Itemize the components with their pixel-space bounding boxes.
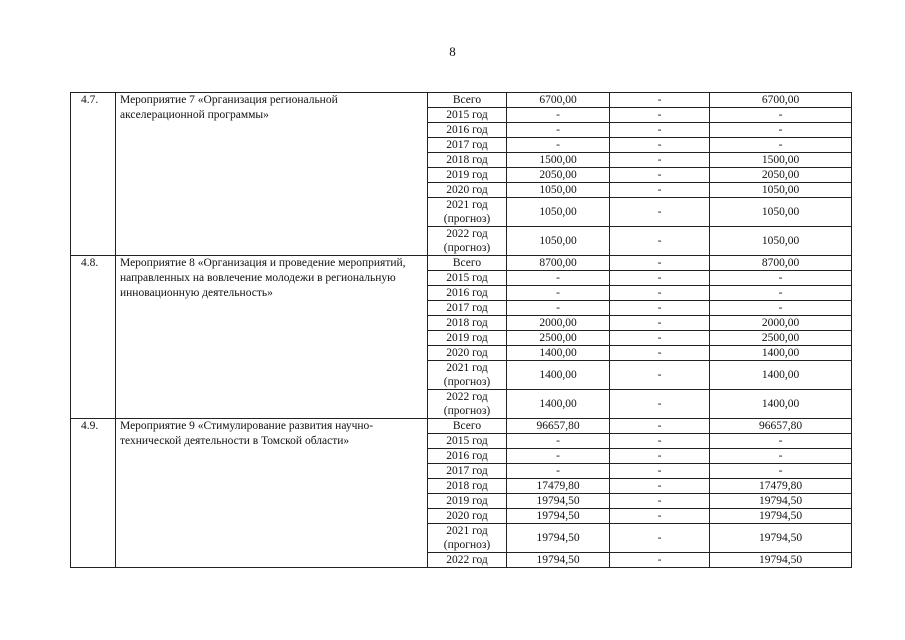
- value-cell-a: 6700,00: [507, 93, 610, 108]
- period-label: 2018 год: [446, 154, 488, 166]
- value-cell-c: 1050,00: [710, 227, 852, 256]
- value-cell-a: 1400,00: [507, 390, 610, 419]
- value-cell-c: 19794,50: [710, 553, 852, 568]
- value-cell-b: -: [610, 227, 710, 256]
- measure-number: 4.9.: [71, 419, 116, 568]
- period-label: 2018 год: [446, 480, 488, 492]
- period-label: 2021 год: [446, 525, 488, 537]
- value-cell-a: 1400,00: [507, 361, 610, 390]
- value-cell-a: 19794,50: [507, 494, 610, 509]
- period-cell: [428, 93, 507, 108]
- period-cell: [428, 434, 507, 449]
- value-cell-b: -: [610, 419, 710, 434]
- period-cell: [428, 183, 507, 198]
- value-cell-a: 2000,00: [507, 316, 610, 331]
- value-cell-c: -: [710, 301, 852, 316]
- value-cell-c: -: [710, 108, 852, 123]
- period-label: 2015 год: [446, 272, 488, 284]
- value-cell-b: -: [610, 509, 710, 524]
- value-cell-c: -: [710, 286, 852, 301]
- period-label: 2019 год: [446, 169, 488, 181]
- period-cell: [428, 509, 507, 524]
- measure-name: Мероприятие 7 «Организация региональной акселерационной программы»: [116, 93, 428, 256]
- value-cell-b: -: [610, 331, 710, 346]
- period-cell: [428, 524, 507, 553]
- measure-name: Мероприятие 8 «Организация и проведение мероприятий, направленных на вовлечение молодежи в региональную инновационную деятельность»: [116, 256, 428, 419]
- value-cell-c: 1400,00: [710, 346, 852, 361]
- value-cell-c: 1500,00: [710, 153, 852, 168]
- value-cell-a: -: [507, 301, 610, 316]
- value-cell-b: -: [610, 138, 710, 153]
- period-label: Всего: [452, 257, 482, 269]
- value-cell-b: -: [610, 524, 710, 553]
- value-cell-b: -: [610, 168, 710, 183]
- period-label: (прогноз): [443, 376, 491, 388]
- period-label: 2021 год: [446, 362, 488, 374]
- value-cell-a: -: [507, 138, 610, 153]
- period-cell: [428, 301, 507, 316]
- period-label: 2019 год: [446, 332, 488, 344]
- value-cell-b: -: [610, 198, 710, 227]
- measure-number: 4.7.: [71, 93, 116, 256]
- value-cell-c: 2050,00: [710, 168, 852, 183]
- value-cell-a: -: [507, 449, 610, 464]
- period-label: 2016 год: [446, 287, 488, 299]
- value-cell-c: -: [710, 434, 852, 449]
- value-cell-a: 1050,00: [507, 183, 610, 198]
- period-label: (прогноз): [443, 539, 491, 551]
- value-cell-b: -: [610, 301, 710, 316]
- value-cell-b: -: [610, 153, 710, 168]
- period-cell: [428, 494, 507, 509]
- value-cell-c: 96657,80: [710, 419, 852, 434]
- period-cell: [428, 390, 507, 419]
- value-cell-b: -: [610, 494, 710, 509]
- period-cell: [428, 256, 507, 271]
- value-cell-b: -: [610, 553, 710, 568]
- value-cell-c: 17479,80: [710, 479, 852, 494]
- value-cell-a: -: [507, 464, 610, 479]
- value-cell-a: 2500,00: [507, 331, 610, 346]
- period-label: 2015 год: [446, 109, 488, 121]
- value-cell-b: -: [610, 346, 710, 361]
- value-cell-b: -: [610, 316, 710, 331]
- period-label: 2022 год: [446, 391, 488, 403]
- period-cell: [428, 123, 507, 138]
- value-cell-a: -: [507, 286, 610, 301]
- measure-number: 4.8.: [71, 256, 116, 419]
- period-cell: [428, 227, 507, 256]
- period-label: 2016 год: [446, 450, 488, 462]
- period-cell: [428, 464, 507, 479]
- period-label: 2022 год: [446, 228, 488, 240]
- value-cell-a: 2050,00: [507, 168, 610, 183]
- value-cell-a: 19794,50: [507, 524, 610, 553]
- value-cell-b: -: [610, 434, 710, 449]
- value-cell-a: 1050,00: [507, 227, 610, 256]
- value-cell-b: -: [610, 108, 710, 123]
- value-cell-c: -: [710, 464, 852, 479]
- table-row: [71, 93, 852, 108]
- value-cell-a: 1400,00: [507, 346, 610, 361]
- period-cell: [428, 108, 507, 123]
- value-cell-c: 1050,00: [710, 198, 852, 227]
- value-cell-c: -: [710, 123, 852, 138]
- value-cell-c: 6700,00: [710, 93, 852, 108]
- period-cell: [428, 138, 507, 153]
- period-label: 2017 год: [446, 139, 488, 151]
- period-label: (прогноз): [443, 242, 491, 254]
- period-cell: [428, 271, 507, 286]
- value-cell-c: 19794,50: [710, 524, 852, 553]
- period-label: 2020 год: [446, 184, 488, 196]
- value-cell-a: -: [507, 123, 610, 138]
- budget-table: [70, 92, 852, 568]
- period-label: 2015 год: [446, 435, 488, 447]
- value-cell-c: 2000,00: [710, 316, 852, 331]
- period-cell: [428, 346, 507, 361]
- value-cell-b: -: [610, 271, 710, 286]
- period-cell: [428, 331, 507, 346]
- value-cell-b: -: [610, 449, 710, 464]
- period-label: Всего: [452, 420, 482, 432]
- value-cell-a: 96657,80: [507, 419, 610, 434]
- value-cell-c: 1050,00: [710, 183, 852, 198]
- measure-name: Мероприятие 9 «Стимулирование развития научно-технической деятельности в Томской области»: [116, 419, 428, 568]
- period-label: 2021 год: [446, 199, 488, 211]
- period-label: 2020 год: [446, 347, 488, 359]
- value-cell-b: -: [610, 286, 710, 301]
- period-label: 2019 год: [446, 495, 488, 507]
- value-cell-a: -: [507, 271, 610, 286]
- period-cell: [428, 449, 507, 464]
- value-cell-a: 19794,50: [507, 509, 610, 524]
- period-label: 2018 год: [446, 317, 488, 329]
- value-cell-a: 8700,00: [507, 256, 610, 271]
- period-label: Всего: [452, 94, 482, 106]
- period-cell: [428, 553, 507, 568]
- period-cell: [428, 419, 507, 434]
- value-cell-b: -: [610, 361, 710, 390]
- period-cell: [428, 198, 507, 227]
- value-cell-b: -: [610, 479, 710, 494]
- period-label: 2022 год: [446, 554, 488, 566]
- value-cell-c: 1400,00: [710, 390, 852, 419]
- value-cell-a: 1500,00: [507, 153, 610, 168]
- period-cell: [428, 168, 507, 183]
- period-label: 2020 год: [446, 510, 488, 522]
- value-cell-a: -: [507, 108, 610, 123]
- value-cell-b: -: [610, 464, 710, 479]
- page-number: 8: [449, 44, 456, 59]
- value-cell-b: -: [610, 183, 710, 198]
- period-cell: [428, 479, 507, 494]
- value-cell-a: 1050,00: [507, 198, 610, 227]
- value-cell-c: -: [710, 271, 852, 286]
- period-cell: [428, 361, 507, 390]
- value-cell-c: 8700,00: [710, 256, 852, 271]
- value-cell-c: -: [710, 138, 852, 153]
- value-cell-a: 17479,80: [507, 479, 610, 494]
- period-label: 2017 год: [446, 465, 488, 477]
- period-label: 2016 год: [446, 124, 488, 136]
- value-cell-b: -: [610, 256, 710, 271]
- period-label: (прогноз): [443, 405, 491, 417]
- period-cell: [428, 153, 507, 168]
- value-cell-b: -: [610, 390, 710, 419]
- value-cell-c: 2500,00: [710, 331, 852, 346]
- value-cell-c: 19794,50: [710, 509, 852, 524]
- table-row: [71, 256, 852, 271]
- value-cell-a: 19794,50: [507, 553, 610, 568]
- value-cell-c: 1400,00: [710, 361, 852, 390]
- table-row: [71, 419, 852, 434]
- value-cell-b: -: [610, 123, 710, 138]
- value-cell-b: -: [610, 93, 710, 108]
- value-cell-c: -: [710, 449, 852, 464]
- value-cell-c: 19794,50: [710, 494, 852, 509]
- value-cell-a: -: [507, 434, 610, 449]
- period-label: (прогноз): [443, 213, 491, 225]
- period-label: 2017 год: [446, 302, 488, 314]
- period-cell: [428, 316, 507, 331]
- period-cell: [428, 286, 507, 301]
